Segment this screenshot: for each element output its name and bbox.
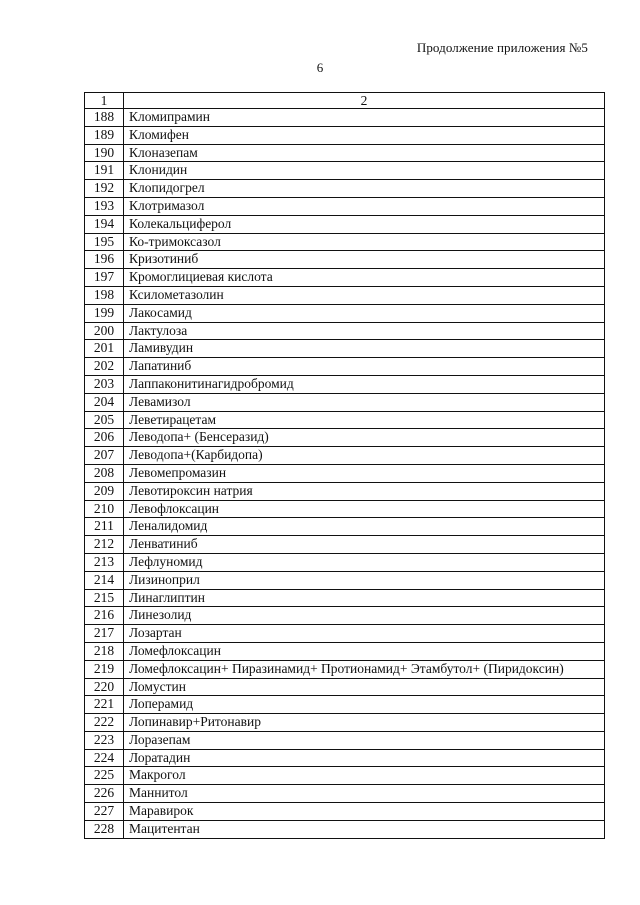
- table-row: [85, 304, 605, 322]
- drug-name-cell: Лоперамид: [124, 696, 605, 714]
- row-number-cell: 199: [85, 304, 124, 322]
- table-row: [85, 803, 605, 821]
- appendix-continuation-note: Продолжение приложения №5: [416, 40, 588, 55]
- row-number-cell: 190: [85, 144, 124, 162]
- drug-name-cell: Клотримазол: [124, 197, 605, 215]
- drug-list-table: [84, 92, 605, 839]
- table-row: [85, 571, 605, 589]
- drug-name-cell: Лаппаконитинагидробромид: [124, 375, 605, 393]
- table-row: [85, 660, 605, 678]
- table-row: [85, 482, 605, 500]
- row-number-cell: 201: [85, 340, 124, 358]
- drug-name-cell: Линезолид: [124, 607, 605, 625]
- row-number-cell: 222: [85, 714, 124, 732]
- drug-name-cell: Ломефлоксацин: [124, 642, 605, 660]
- row-number-cell: 203: [85, 375, 124, 393]
- drug-name-cell: Колекальциферол: [124, 215, 605, 233]
- table-row: [85, 269, 605, 287]
- drug-name-cell: Кломифен: [124, 126, 605, 144]
- drug-name-cell: Маравирок: [124, 803, 605, 821]
- row-number-cell: 217: [85, 625, 124, 643]
- row-number-cell: 195: [85, 233, 124, 251]
- row-number-cell: 205: [85, 411, 124, 429]
- drug-name-cell: Мацитентан: [124, 820, 605, 838]
- table-row: [85, 340, 605, 358]
- table-header-row: [85, 93, 605, 109]
- row-number-cell: 210: [85, 500, 124, 518]
- drug-name-cell: Клонидин: [124, 162, 605, 180]
- column-header-name: 2: [124, 93, 605, 109]
- table-row: [85, 144, 605, 162]
- row-number-cell: 213: [85, 553, 124, 571]
- row-number-cell: 189: [85, 126, 124, 144]
- table-row: [85, 197, 605, 215]
- table-row: [85, 375, 605, 393]
- drug-name-cell: Лопинавир+Ритонавир: [124, 714, 605, 732]
- drug-name-cell: Ламивудин: [124, 340, 605, 358]
- table-row: [85, 536, 605, 554]
- drug-name-cell: Леводопа+(Карбидопа): [124, 447, 605, 465]
- table-row: [85, 322, 605, 340]
- table-row: [85, 447, 605, 465]
- row-number-cell: 197: [85, 269, 124, 287]
- row-number-cell: 228: [85, 820, 124, 838]
- drug-name-cell: Макрогол: [124, 767, 605, 785]
- table-row: [85, 429, 605, 447]
- drug-name-cell: Ко-тримоксазол: [124, 233, 605, 251]
- drug-name-cell: Леводопа+ (Бенсеразид): [124, 429, 605, 447]
- table-row: [85, 749, 605, 767]
- row-number-cell: 200: [85, 322, 124, 340]
- drug-name-cell: Ломефлоксацин+ Пиразинамид+ Протионамид+ Этамбутол+ (Пиридоксин): [124, 660, 605, 678]
- drug-name-cell: Левофлоксацин: [124, 500, 605, 518]
- table-row: [85, 714, 605, 732]
- row-number-cell: 198: [85, 286, 124, 304]
- drug-name-cell: Клопидогрел: [124, 180, 605, 198]
- row-number-cell: 196: [85, 251, 124, 269]
- table-row: [85, 464, 605, 482]
- table-row: [85, 358, 605, 376]
- row-number-cell: 206: [85, 429, 124, 447]
- row-number-cell: 204: [85, 393, 124, 411]
- drug-name-cell: Ломустин: [124, 678, 605, 696]
- drug-name-cell: Левамизол: [124, 393, 605, 411]
- table-row: [85, 251, 605, 269]
- drug-name-cell: Левотироксин натрия: [124, 482, 605, 500]
- table-row: [85, 607, 605, 625]
- row-number-cell: 192: [85, 180, 124, 198]
- table-row: [85, 820, 605, 838]
- row-number-cell: 193: [85, 197, 124, 215]
- drug-name-cell: Маннитол: [124, 785, 605, 803]
- table-row: [85, 411, 605, 429]
- column-header-number: 1: [85, 93, 124, 109]
- table-row: [85, 500, 605, 518]
- page-number: 6: [316, 60, 324, 75]
- row-number-cell: 218: [85, 642, 124, 660]
- drug-name-cell: Лоразепам: [124, 731, 605, 749]
- table-row: [85, 215, 605, 233]
- drug-name-cell: Линаглиптин: [124, 589, 605, 607]
- drug-name-cell: Ленватиниб: [124, 536, 605, 554]
- row-number-cell: 209: [85, 482, 124, 500]
- table-row: [85, 589, 605, 607]
- drug-name-cell: Левомепромазин: [124, 464, 605, 482]
- table-row: [85, 162, 605, 180]
- drug-name-cell: Лозартан: [124, 625, 605, 643]
- table-row: [85, 286, 605, 304]
- drug-name-cell: Лизиноприл: [124, 571, 605, 589]
- drug-name-cell: Кломипрамин: [124, 109, 605, 127]
- row-number-cell: 194: [85, 215, 124, 233]
- drug-name-cell: Кризотиниб: [124, 251, 605, 269]
- table-body: [85, 109, 605, 839]
- drug-name-cell: Лоратадин: [124, 749, 605, 767]
- row-number-cell: 208: [85, 464, 124, 482]
- row-number-cell: 216: [85, 607, 124, 625]
- table-row: [85, 518, 605, 536]
- row-number-cell: 188: [85, 109, 124, 127]
- table-row: [85, 678, 605, 696]
- row-number-cell: 215: [85, 589, 124, 607]
- table-row: [85, 233, 605, 251]
- table-row: [85, 767, 605, 785]
- row-number-cell: 225: [85, 767, 124, 785]
- drug-name-cell: Лактулоза: [124, 322, 605, 340]
- table-row: [85, 126, 605, 144]
- table-row: [85, 785, 605, 803]
- table-row: [85, 696, 605, 714]
- row-number-cell: 220: [85, 678, 124, 696]
- drug-name-cell: Леналидомид: [124, 518, 605, 536]
- row-number-cell: 227: [85, 803, 124, 821]
- row-number-cell: 226: [85, 785, 124, 803]
- row-number-cell: 191: [85, 162, 124, 180]
- table-row: [85, 180, 605, 198]
- drug-name-cell: Кромоглициевая кислота: [124, 269, 605, 287]
- row-number-cell: 219: [85, 660, 124, 678]
- drug-name-cell: Леветирацетам: [124, 411, 605, 429]
- row-number-cell: 211: [85, 518, 124, 536]
- drug-name-cell: Клоназепам: [124, 144, 605, 162]
- table-row: [85, 109, 605, 127]
- drug-name-cell: Лакосамид: [124, 304, 605, 322]
- row-number-cell: 214: [85, 571, 124, 589]
- row-number-cell: 223: [85, 731, 124, 749]
- table-row: [85, 731, 605, 749]
- row-number-cell: 221: [85, 696, 124, 714]
- table-row: [85, 393, 605, 411]
- drug-name-cell: Лапатиниб: [124, 358, 605, 376]
- drug-name-cell: Ксилометазолин: [124, 286, 605, 304]
- row-number-cell: 212: [85, 536, 124, 554]
- table-row: [85, 642, 605, 660]
- table-row: [85, 625, 605, 643]
- row-number-cell: 207: [85, 447, 124, 465]
- row-number-cell: 224: [85, 749, 124, 767]
- drug-name-cell: Лефлуномид: [124, 553, 605, 571]
- row-number-cell: 202: [85, 358, 124, 376]
- table-row: [85, 553, 605, 571]
